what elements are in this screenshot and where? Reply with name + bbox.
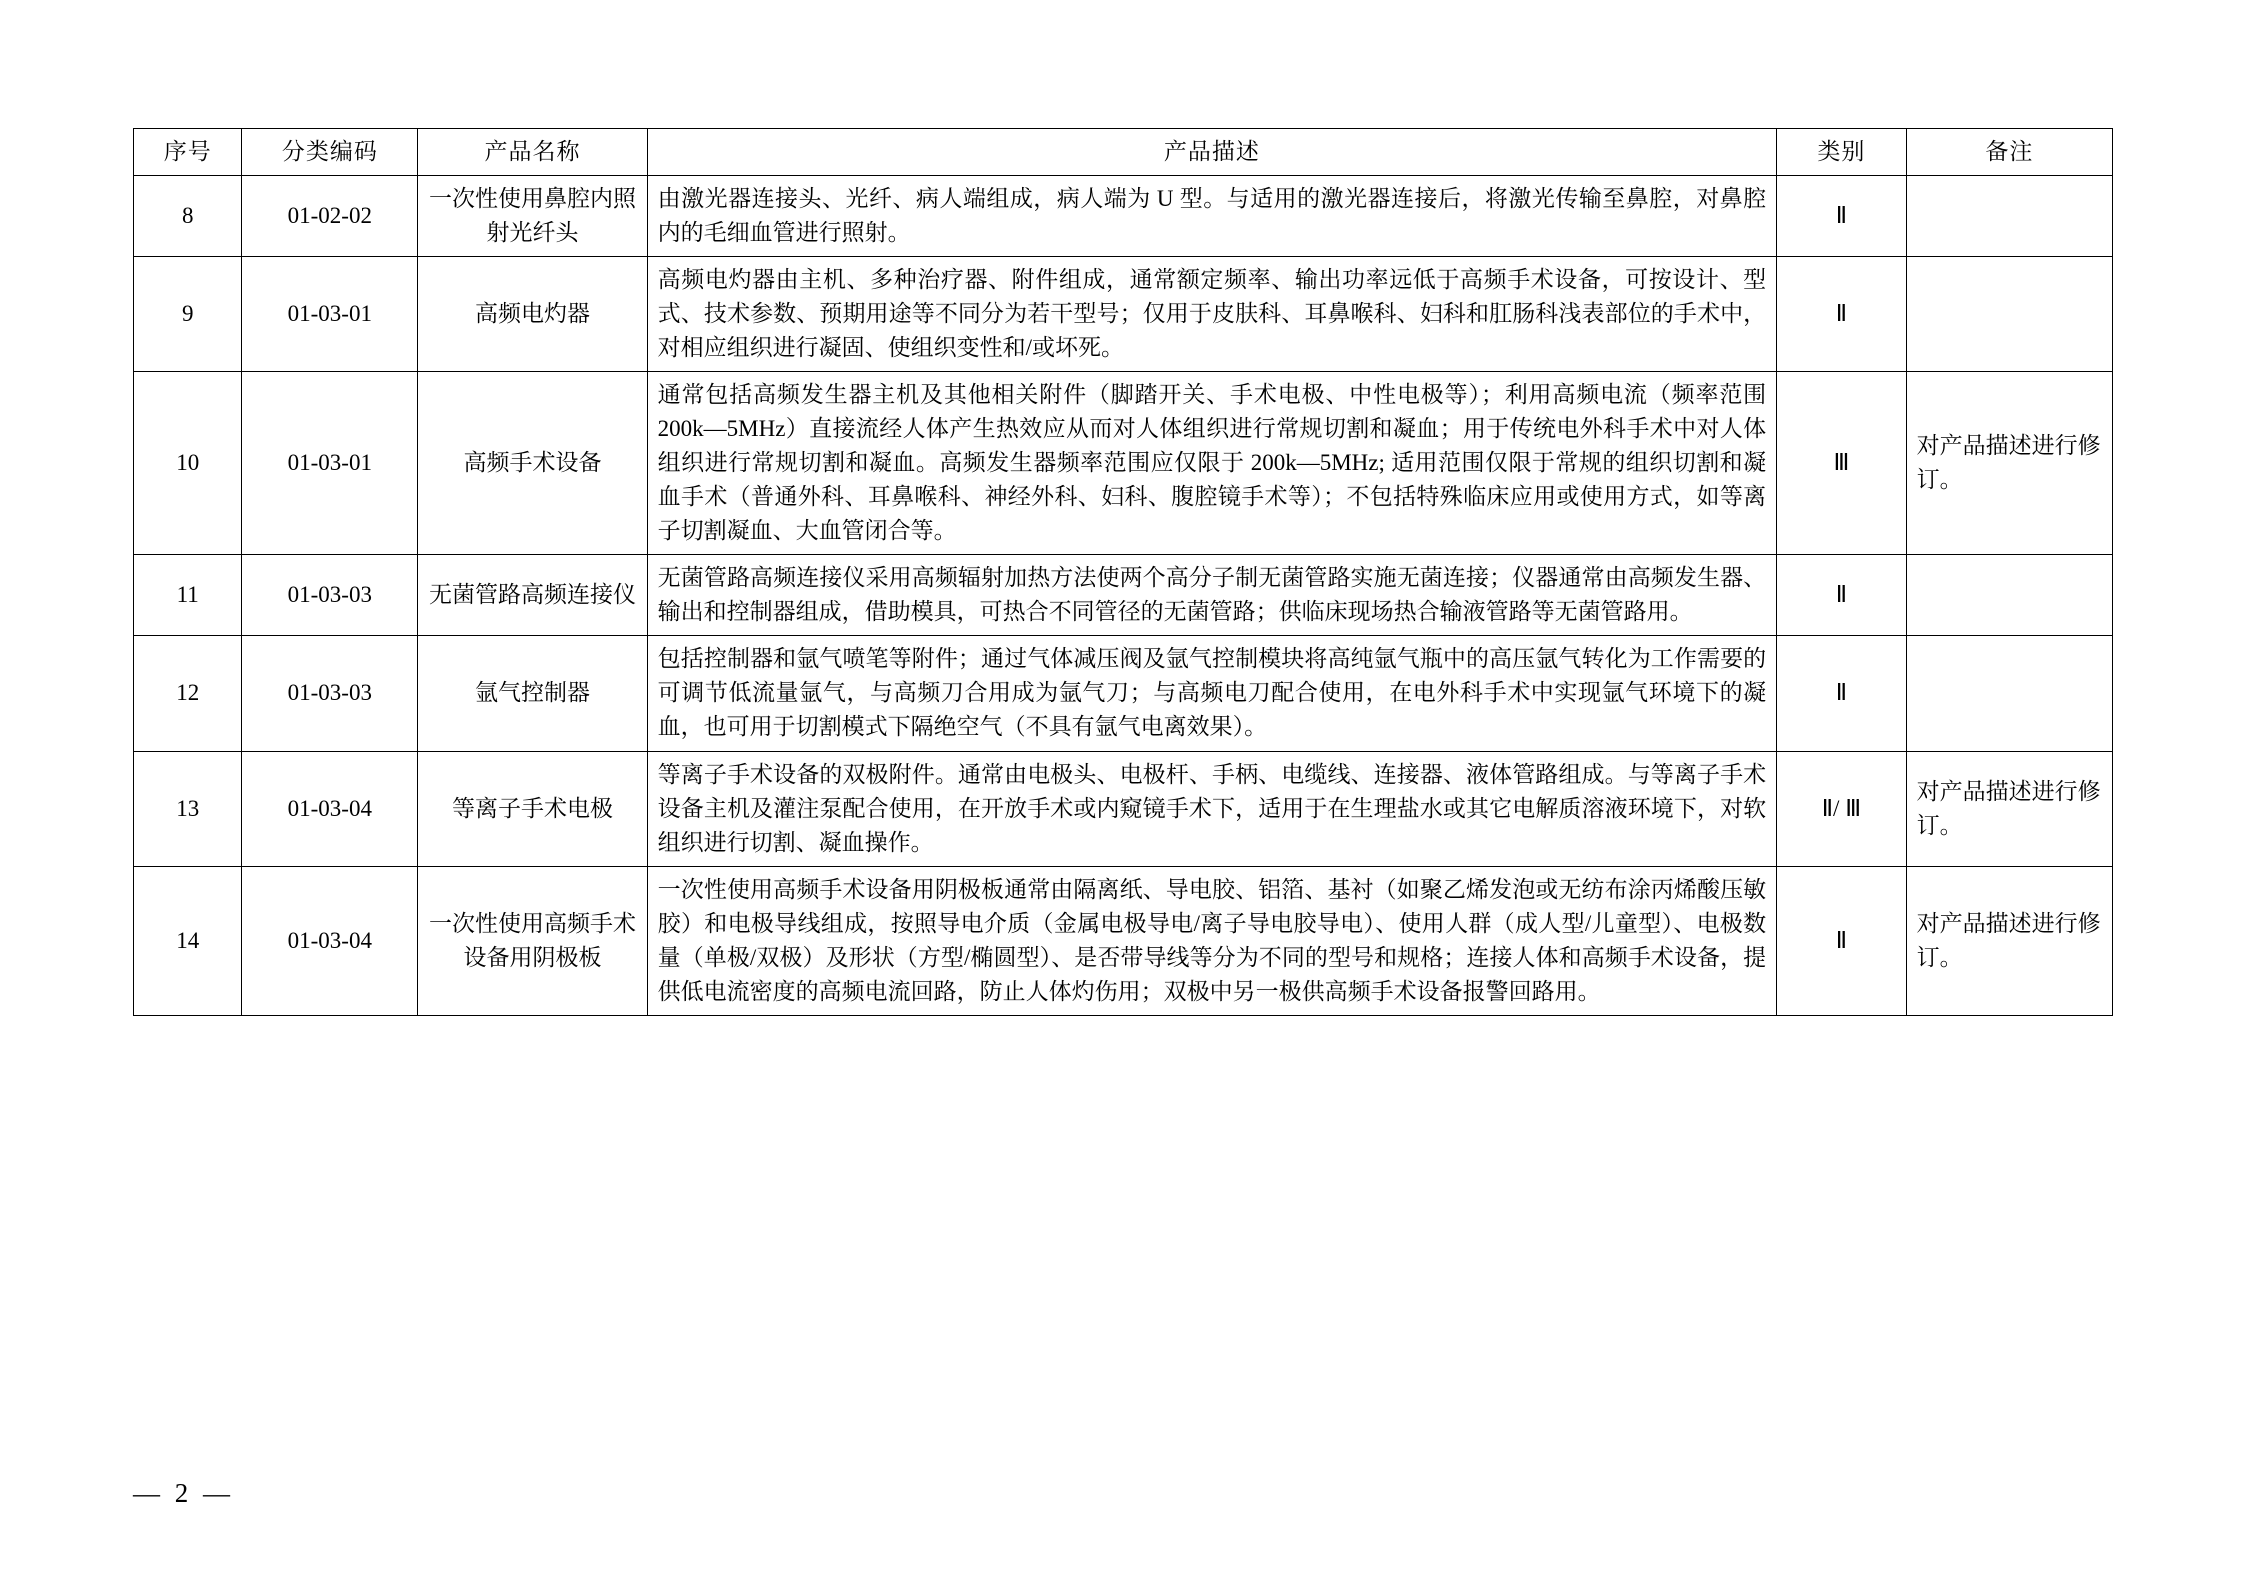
product-classification-table-wrapper	[133, 128, 2113, 1016]
cell-seq: 10	[134, 372, 242, 555]
product-classification-table	[133, 128, 2113, 1016]
cell-category: Ⅱ	[1777, 176, 1906, 257]
cell-description: 一次性使用高频手术设备用阴极板通常由隔离纸、导电胶、铝箔、基衬（如聚乙烯发泡或无纺布涂丙烯酸压敏胶）和电极导线组成，按照导电介质（金属电极导电/离子导电胶导电）、使用人群（成人型/儿童型）、电极数量（单极/双极）及形状（方型/椭圆型）、是否带导线等分为不同的型号和规格；连接人体和高频手术设备，提供低电流密度的高频电流回路，防止人体灼伤用；双极中另一极供高频手术设备报警回路用。	[647, 866, 1777, 1015]
cell-description: 等离子手术设备的双极附件。通常由电极头、电极杆、手柄、电缆线、连接器、液体管路组成。与等离子手术设备主机及灌注泵配合使用，在开放手术或内窥镜手术下，适用于在生理盐水或其它电解质溶液环境下，对软组织进行切割、凝血操作。	[647, 751, 1777, 866]
table-row	[134, 176, 2113, 257]
cell-description: 无菌管路高频连接仪采用高频辐射加热方法使两个高分子制无菌管路实施无菌连接；仪器通常由高频发生器、输出和控制器组成，借助模具，可热合不同管径的无菌管路；供临床现场热合输液管路等无菌管路用。	[647, 555, 1777, 636]
cell-remark	[1906, 176, 2112, 257]
cell-remark	[1906, 555, 2112, 636]
cell-code: 01-03-03	[242, 555, 418, 636]
cell-code: 01-03-04	[242, 751, 418, 866]
cell-description: 包括控制器和氩气喷笔等附件；通过气体减压阀及氩气控制模块将高纯氩气瓶中的高压氩气转化为工作需要的可调节低流量氩气，与高频刀合用成为氩气刀；与高频电刀配合使用，在电外科手术中实现氩气环境下的凝血，也可用于切割模式下隔绝空气（不具有氩气电离效果）。	[647, 636, 1777, 751]
column-header-code: 分类编码	[242, 129, 418, 176]
cell-seq: 8	[134, 176, 242, 257]
cell-remark: 对产品描述进行修订。	[1906, 866, 2112, 1015]
cell-code: 01-03-04	[242, 866, 418, 1015]
cell-code: 01-03-03	[242, 636, 418, 751]
cell-category: Ⅱ/ Ⅲ	[1777, 751, 1906, 866]
cell-category: Ⅲ	[1777, 372, 1906, 555]
cell-seq: 12	[134, 636, 242, 751]
column-header-category: 类别	[1777, 129, 1906, 176]
cell-seq: 13	[134, 751, 242, 866]
cell-seq: 14	[134, 866, 242, 1015]
cell-remark	[1906, 257, 2112, 372]
cell-description: 高频电灼器由主机、多种治疗器、附件组成，通常额定频率、输出功率远低于高频手术设备，可按设计、型式、技术参数、预期用途等不同分为若干型号；仅用于皮肤科、耳鼻喉科、妇科和肛肠科浅表部位的手术中，对相应组织进行凝固、使组织变性和/或坏死。	[647, 257, 1777, 372]
table-row	[134, 636, 2113, 751]
cell-product-name: 等离子手术电极	[418, 751, 647, 866]
table-header	[134, 129, 2113, 176]
table-header-row	[134, 129, 2113, 176]
cell-code: 01-02-02	[242, 176, 418, 257]
cell-seq: 11	[134, 555, 242, 636]
cell-category: Ⅱ	[1777, 866, 1906, 1015]
cell-description: 通常包括高频发生器主机及其他相关附件（脚踏开关、手术电极、中性电极等）；利用高频电流（频率范围 200k—5MHz）直接流经人体产生热效应从而对人体组织进行常规切割和凝血；用于传统电外科手术中对人体组织进行常规切割和凝血。高频发生器频率范围应仅限于 200k—5MHz; 适用范围仅限于常规的组织切割和凝血手术（普通外科、耳鼻喉科、神经外科、妇科、腹腔镜手术等）；不包括特殊临床应用或使用方式，如等离子切割凝血、大血管闭合等。	[647, 372, 1777, 555]
page-number: — 2 —	[133, 1478, 234, 1508]
cell-code: 01-03-01	[242, 372, 418, 555]
cell-seq: 9	[134, 257, 242, 372]
column-header-description: 产品描述	[647, 129, 1777, 176]
cell-description: 由激光器连接头、光纤、病人端组成，病人端为 U 型。与适用的激光器连接后，将激光传输至鼻腔，对鼻腔内的毛细血管进行照射。	[647, 176, 1777, 257]
column-header-remark: 备注	[1906, 129, 2112, 176]
cell-category: Ⅱ	[1777, 555, 1906, 636]
table-body	[134, 176, 2113, 1016]
cell-product-name: 一次性使用高频手术设备用阴极板	[418, 866, 647, 1015]
cell-product-name: 一次性使用鼻腔内照射光纤头	[418, 176, 647, 257]
cell-product-name: 氩气控制器	[418, 636, 647, 751]
table-row	[134, 751, 2113, 866]
cell-category: Ⅱ	[1777, 257, 1906, 372]
cell-remark	[1906, 636, 2112, 751]
cell-remark: 对产品描述进行修订。	[1906, 751, 2112, 866]
cell-product-name: 无菌管路高频连接仪	[418, 555, 647, 636]
table-row	[134, 866, 2113, 1015]
cell-category: Ⅱ	[1777, 636, 1906, 751]
cell-product-name: 高频手术设备	[418, 372, 647, 555]
column-header-name: 产品名称	[418, 129, 647, 176]
table-row	[134, 555, 2113, 636]
table-row	[134, 372, 2113, 555]
cell-remark: 对产品描述进行修订。	[1906, 372, 2112, 555]
column-header-seq: 序号	[134, 129, 242, 176]
table-row	[134, 257, 2113, 372]
cell-code: 01-03-01	[242, 257, 418, 372]
cell-product-name: 高频电灼器	[418, 257, 647, 372]
